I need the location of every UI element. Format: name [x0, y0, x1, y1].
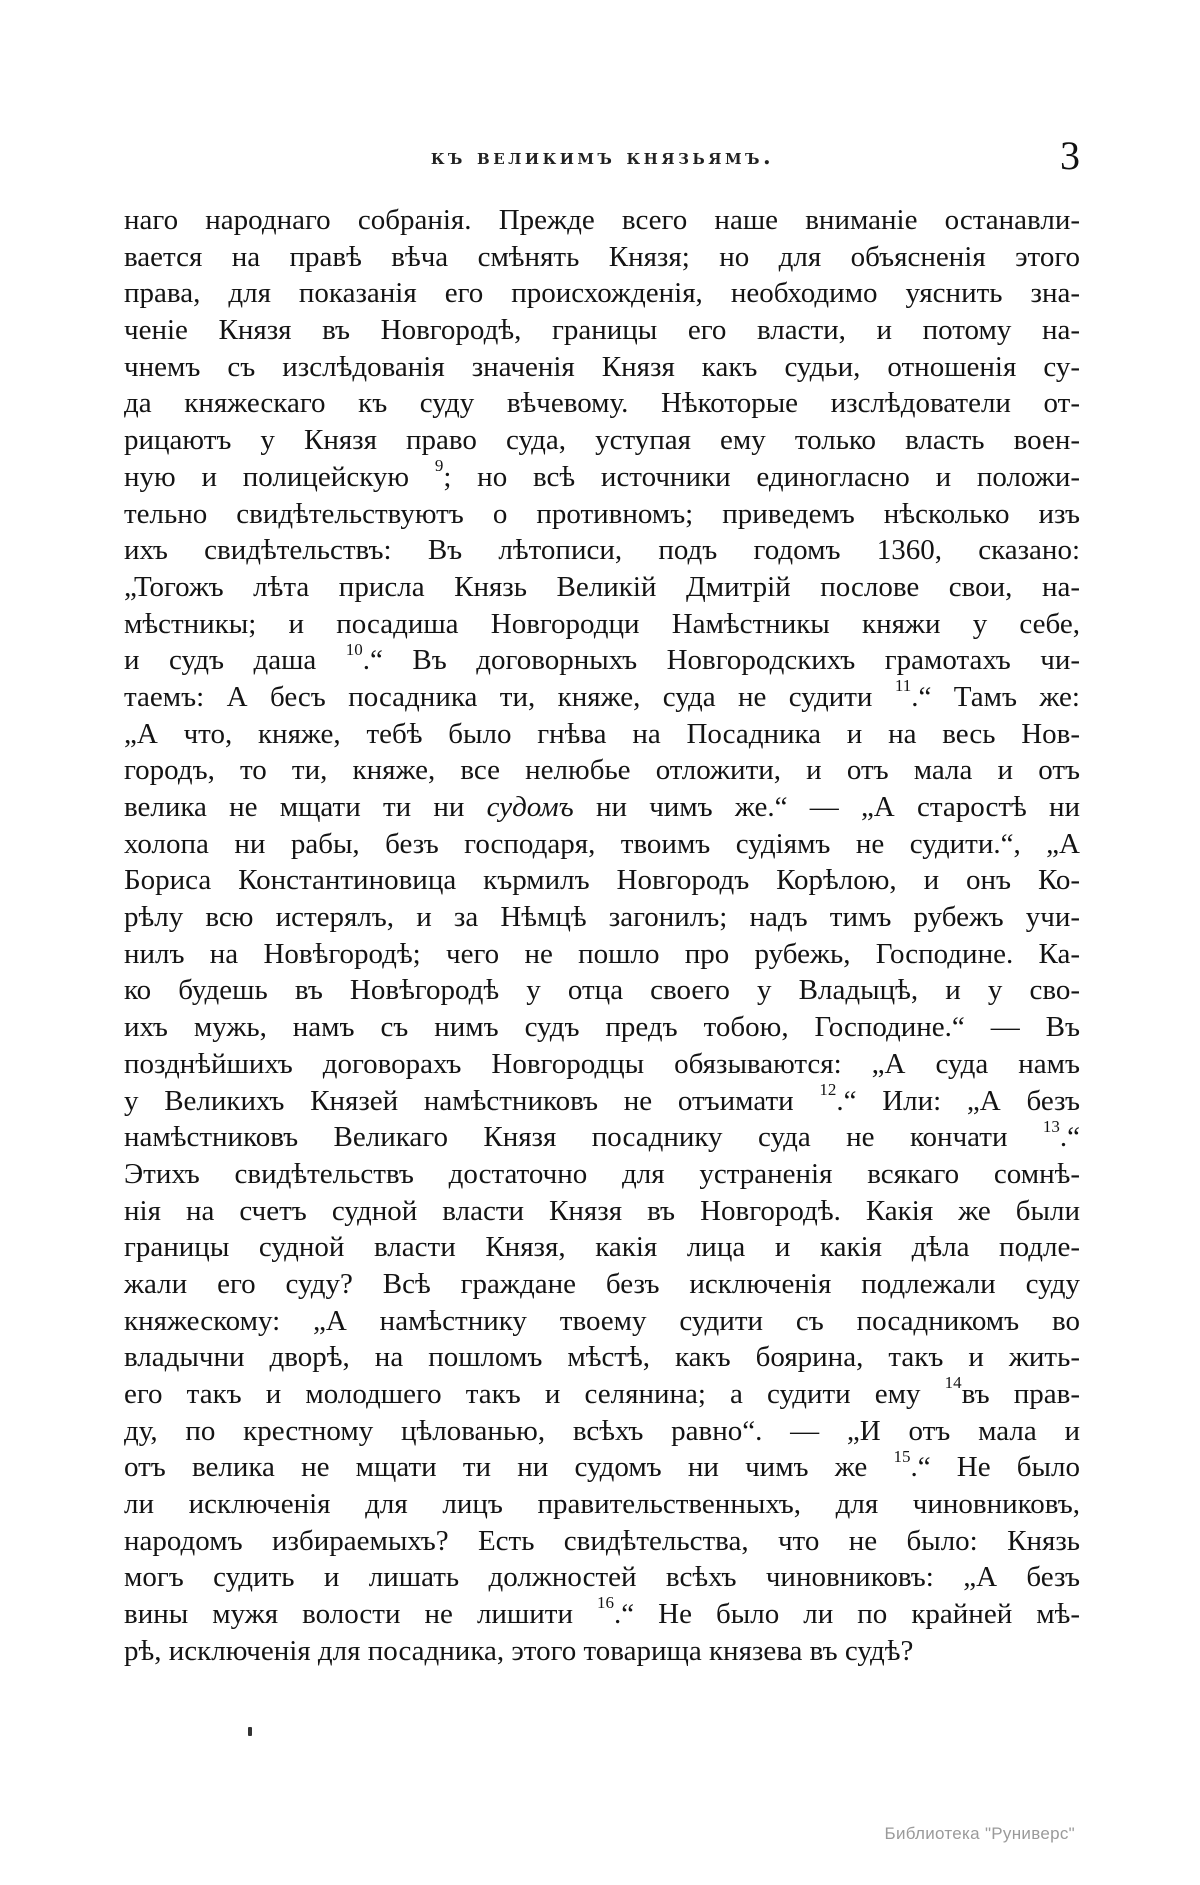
text-line	[124, 532, 1080, 569]
text-line	[124, 1339, 1080, 1376]
line-text: „А что, княже, тебѣ было гнѣва на Посадника и на весь Нов-	[124, 717, 1080, 750]
text-line	[124, 202, 1080, 239]
text-line	[124, 972, 1080, 1009]
text-line	[124, 899, 1080, 936]
line-text-continued: .“ Не было ли по крайней мѣ-	[614, 1598, 1080, 1631]
text-line	[124, 826, 1080, 863]
text-line	[124, 496, 1080, 533]
line-text: велика не мщати ти ни	[124, 791, 465, 823]
footnote-ref: 11	[894, 676, 912, 696]
text-line	[124, 385, 1080, 422]
text-line	[124, 1559, 1080, 1596]
text-line	[124, 1446, 1080, 1486]
text-line	[124, 349, 1080, 386]
footnote-ref: 14	[944, 1373, 962, 1393]
line-text: у Великихъ Князей намѣстниковъ не отъимати	[124, 1084, 794, 1117]
line-text: границы судной власти Князя, какія лица и какія дѣла подле-	[124, 1231, 1080, 1264]
text-line	[124, 1486, 1080, 1523]
text-line	[124, 1266, 1080, 1303]
line-text: ли исключенія для лицъ правительственныхъ, для чиновниковъ,	[124, 1488, 1080, 1521]
text-line	[124, 716, 1080, 753]
footnote-ref: 15	[893, 1446, 911, 1466]
footnote-ref: 12	[819, 1079, 837, 1099]
text-line	[124, 1593, 1080, 1633]
line-text-continued: .“ Въ договорныхъ Новгородскихъ грамотахъ чи-	[362, 644, 1080, 677]
line-text-continued: .“ Не было	[910, 1451, 1080, 1484]
line-text: ихъ мужь, намъ съ нимъ судъ предъ тобою, Господине.“ — Въ	[124, 1011, 1080, 1044]
text-line	[124, 1413, 1080, 1450]
line-text: вается на правѣ вѣча смѣнять Князя; но для объясненія этого	[124, 240, 1080, 273]
line-text: городъ, то ти, княже, все нелюбье отложити, и отъ мала и отъ	[124, 754, 1080, 787]
footnote-ref: 10	[345, 639, 363, 659]
footnote-ref: 9	[434, 456, 444, 476]
text-line	[124, 312, 1080, 349]
line-text: нилъ на Новѣгородѣ; чего не пошло про рубежь, Господине. Ка-	[124, 937, 1080, 970]
text-line	[124, 569, 1080, 606]
line-text: и судъ даша	[124, 644, 317, 677]
text-line	[124, 1116, 1081, 1156]
text-line	[124, 239, 1080, 276]
line-text-continued: ни чимъ же.“ — „А старостѣ ни	[595, 791, 1081, 823]
text-line	[124, 1373, 1080, 1413]
text-line	[124, 456, 1081, 496]
line-text-continued: .“ Или: „А безъ	[836, 1084, 1081, 1117]
line-text: Этихъ свидѣтельствъ достаточно для устраненія всякаго сомнѣ-	[124, 1157, 1080, 1190]
text-line	[124, 789, 1080, 826]
line-text: наго народнаго собранія. Прежде всего наше вниманіе останавли-	[124, 204, 1080, 236]
text-line	[124, 1303, 1080, 1340]
text-line	[124, 936, 1080, 973]
line-text: Бориса Константиновица кърмилъ Новгородъ Корѣлою, и онъ Ко-	[124, 864, 1080, 897]
footnote-ref: 16	[597, 1593, 615, 1613]
line-text: ду, по крестному цѣлованью, всѣхъ равно“. — „И отъ мала и	[124, 1414, 1080, 1447]
running-title: къ великимъ князьямъ.	[430, 144, 775, 170]
line-text: могъ судить и лишать должностей всѣхъ чиновниковъ: „А безъ	[124, 1561, 1080, 1594]
text-line	[124, 1009, 1080, 1046]
text-line	[124, 752, 1080, 789]
text-line	[124, 676, 1080, 716]
line-text: таемъ: А бесъ посадника ти, княже, суда не судити	[124, 680, 873, 713]
library-watermark: Библиотека "Руниверс"	[884, 1824, 1075, 1843]
line-text: владычни дворѣ, на пошломъ мѣстѣ, какъ боярина, такъ и жить-	[124, 1341, 1080, 1374]
line-text: рѣлу всю истерялъ, и за Нѣмцѣ загонилъ; надъ тимъ рубежъ учи-	[124, 901, 1080, 934]
text-line	[124, 422, 1080, 459]
text-line	[124, 1229, 1080, 1266]
line-text: вины мужя волости не лишити	[124, 1598, 573, 1631]
text-line	[124, 275, 1080, 312]
line-text: ко будешь въ Новѣгородѣ у отца своего у Владыцѣ, и у сво-	[124, 974, 1080, 1007]
line-text: отъ велика не мщати ти ни судомъ ни чимъ же	[124, 1451, 868, 1484]
text-line	[124, 1633, 1080, 1670]
line-text-continued: .“	[1059, 1121, 1081, 1154]
line-text: холопа ни рабы, безъ господаря, твоимъ судіямъ не судити.“, „А	[124, 827, 1080, 860]
line-text: чнемъ съ изслѣдованія значенія Князя какъ судьи, отношенія су-	[124, 350, 1080, 383]
line-text: рѣ, исключенія для посадника, этого товарища князева въ судѣ?	[124, 1634, 914, 1667]
line-text: его такъ и молодшего такъ и селянина; а судити ему	[124, 1378, 921, 1410]
running-head	[125, 133, 1080, 178]
text-line	[124, 862, 1080, 899]
line-text: „Тогожъ лѣта присла Князь Великій Дмитрій послове свои, на-	[124, 570, 1080, 603]
line-text: ихъ свидѣтельствъ: Въ лѣтописи, подъ годомъ 1360, сказано:	[124, 534, 1080, 567]
line-text: нія на счетъ судной власти Князя въ Новгородѣ. Какія же были	[124, 1194, 1080, 1227]
line-text: мѣстникы; и посадиша Новгородци Намѣстникы княжи у себе,	[124, 607, 1080, 640]
line-text-continued: ; но всѣ источники единогласно и положи-	[443, 460, 1081, 493]
text-line	[124, 1079, 1081, 1120]
page-number: 3	[1060, 133, 1080, 178]
text-line	[124, 1156, 1080, 1193]
line-text: тельно свидѣтельствуютъ о противномъ; приведемъ нѣсколько изъ	[124, 497, 1080, 530]
line-text: княжескому: „А намѣстнику твоему судити съ посадникомъ во	[124, 1304, 1080, 1337]
text-line	[124, 1523, 1080, 1560]
body-text	[124, 202, 1080, 1670]
line-text: позднѣйшихъ договорахъ Новгородцы обязываются: „А суда намъ	[124, 1047, 1080, 1080]
line-text: ную и полицейскую	[124, 460, 410, 493]
line-text: жали его суду? Всѣ граждане безъ исключенія подлежали суду	[124, 1267, 1080, 1300]
text-line	[124, 639, 1080, 679]
line-text: да княжескаго къ суду вѣчевому. Нѣкоторые изслѣдователи от-	[124, 387, 1080, 420]
text-line	[124, 1046, 1080, 1083]
line-text: рицаютъ у Князя право суда, уступая ему только власть воен-	[124, 424, 1080, 457]
line-text: ченіе Князя въ Новгородѣ, границы его власти, и потому на-	[124, 314, 1080, 347]
text-line	[124, 1193, 1080, 1230]
line-text: народомъ избираемыхъ? Есть свидѣтельства, что не было: Князь	[124, 1524, 1080, 1557]
italic-word: судомъ	[486, 791, 574, 823]
footnote-ref: 13	[1042, 1116, 1060, 1136]
line-text: права, для показанія его происхожденія, необходимо уяснить зна-	[124, 277, 1080, 310]
line-text: намѣстниковъ Великаго Князя посаднику суда не кончати	[124, 1121, 1008, 1154]
stray-ink-mark	[248, 1727, 252, 1736]
line-text-continued: .“ Тамъ же:	[911, 680, 1080, 713]
line-text-continued: въ прав-	[961, 1378, 1080, 1410]
text-line	[124, 606, 1080, 643]
